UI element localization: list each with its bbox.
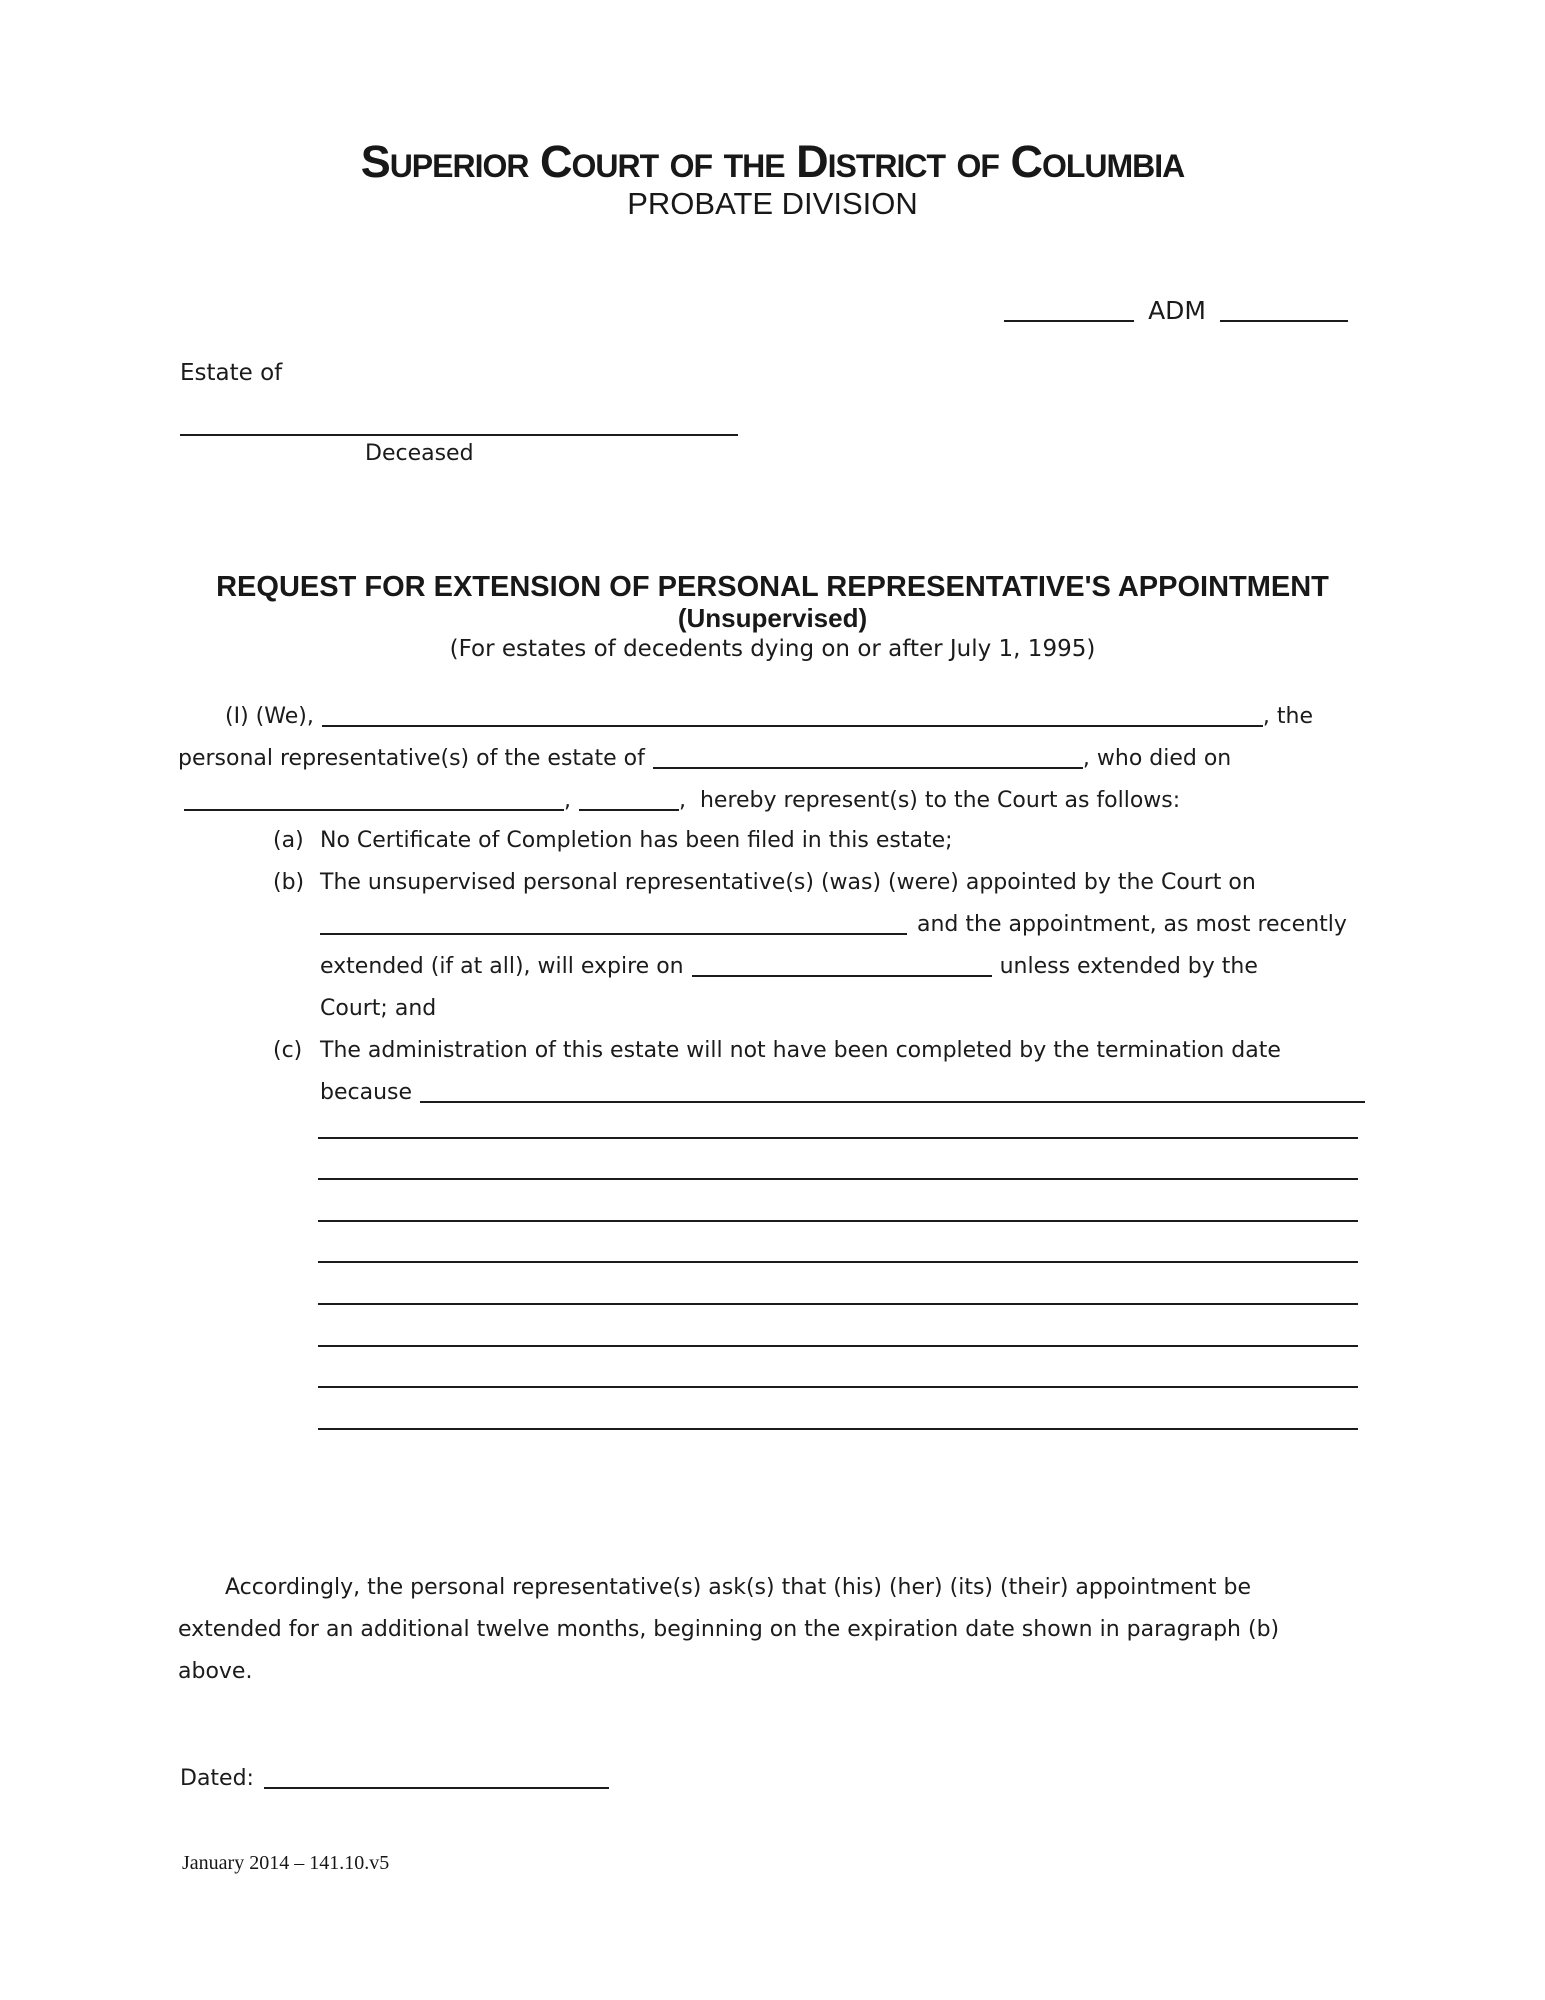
item-b: [273, 862, 1365, 1030]
item-a-text: [320, 820, 1365, 862]
court-header: [0, 138, 1545, 222]
reason-blank-line[interactable]: [318, 1347, 1358, 1389]
representation-items: [273, 820, 1365, 1114]
reason-blank-line[interactable]: [318, 1139, 1358, 1181]
dated-blank[interactable]: [264, 1775, 609, 1789]
decedent-name-blank[interactable]: [180, 404, 738, 436]
accordingly-paragraph: [178, 1567, 1279, 1693]
item-b-l1-text: The unsupervised personal representative(s) (was) (were) appointed by the Court on: [320, 870, 1256, 895]
opening-l3-suffix: , hereby represent(s) to the Court as follows:: [679, 788, 1181, 813]
accordingly-l2-text: extended for an additional twelve months, beginning on the expiration date shown in paragraph (b): [178, 1617, 1280, 1642]
form-title: REQUEST FOR EXTENSION OF PERSONAL REPRESENTATIVE'S APPOINTMENT: [216, 571, 1329, 603]
personal-representative-names-blank[interactable]: [322, 713, 1263, 727]
item-b-line-2: [320, 904, 1365, 946]
case-number-blank-1[interactable]: [1004, 308, 1134, 322]
item-a-line: No Certificate of Completion has been filed in this estate;: [320, 828, 953, 853]
reason-blank-line[interactable]: [318, 1180, 1358, 1222]
opening-line-3: [178, 780, 1365, 822]
opening-l2-suffix: , who died on: [1082, 746, 1232, 771]
reason-blank-line[interactable]: [318, 1388, 1358, 1430]
item-b-line-3: [320, 946, 1365, 988]
item-c-line-1: [320, 1030, 1365, 1072]
dated-row: [180, 1758, 609, 1800]
reason-blank-lines: [318, 1097, 1358, 1430]
appointment-date-blank[interactable]: [320, 921, 907, 935]
estate-name-blank[interactable]: [653, 755, 1083, 769]
accordingly-l3-text: above.: [178, 1659, 253, 1684]
case-number-blank-2[interactable]: [1220, 308, 1348, 322]
estate-of-label: Estate of: [180, 360, 283, 386]
item-b-l4-text: Court; and: [320, 996, 437, 1021]
reason-blank-line[interactable]: [318, 1263, 1358, 1305]
division-title: PROBATE DIVISION: [627, 186, 918, 221]
expiration-date-blank[interactable]: [692, 963, 992, 977]
item-a: [273, 820, 1365, 862]
form-subtitle: (Unsupervised): [677, 603, 868, 633]
death-date-blank[interactable]: [184, 797, 564, 811]
item-b-line-4: [320, 988, 1365, 1030]
deceased-label: Deceased: [365, 441, 474, 466]
accordingly-line-3: [178, 1651, 1279, 1693]
item-b-l2-suffix: and the appointment, as most recently: [917, 912, 1347, 937]
item-b-l3-prefix: extended (if at all), will expire on: [320, 954, 684, 979]
form-note: (For estates of decedents dying on or after July 1, 1995): [449, 636, 1096, 662]
opening-l1-prefix: (I) (We),: [225, 704, 314, 729]
item-c-l2-prefix: because: [320, 1080, 413, 1105]
accordingly-l1-text: Accordingly, the personal representative(s) ask(s) that (his) (her) (its) (their) appointment be: [225, 1575, 1251, 1600]
item-b-label: (b): [273, 870, 305, 895]
form-version-footer: January 2014 – 141.10.v5: [182, 1852, 390, 1874]
opening-line-1: [178, 696, 1313, 738]
death-year-blank[interactable]: [579, 797, 679, 811]
reason-blank-line[interactable]: [318, 1222, 1358, 1264]
opening-l3-comma: ,: [564, 788, 571, 813]
item-a-label: (a): [273, 828, 304, 853]
opening-line-2: [178, 738, 1365, 780]
adm-label: ADM: [1148, 296, 1206, 325]
item-b-line-1: [320, 862, 1365, 904]
court-title: Superior Court of the District of Columbia: [360, 136, 1185, 187]
opening-l1-suffix: , the: [1262, 704, 1313, 729]
opening-paragraph: [178, 696, 1365, 822]
dated-label: Dated:: [180, 1766, 254, 1791]
reason-blank-line[interactable]: [318, 1305, 1358, 1347]
item-b-l3-suffix: unless extended by the: [999, 954, 1258, 979]
opening-l2-prefix: personal representative(s) of the estate of: [178, 746, 645, 771]
accordingly-line-1: [178, 1567, 1279, 1609]
item-c-l1-text: The administration of this estate will not have been completed by the termination date: [320, 1038, 1281, 1063]
accordingly-line-2: [178, 1609, 1279, 1651]
reason-blank-line[interactable]: [318, 1097, 1358, 1139]
form-title-block: [0, 571, 1545, 665]
adm-case-number-row: [1004, 296, 1348, 326]
item-c-label: (c): [273, 1038, 303, 1063]
